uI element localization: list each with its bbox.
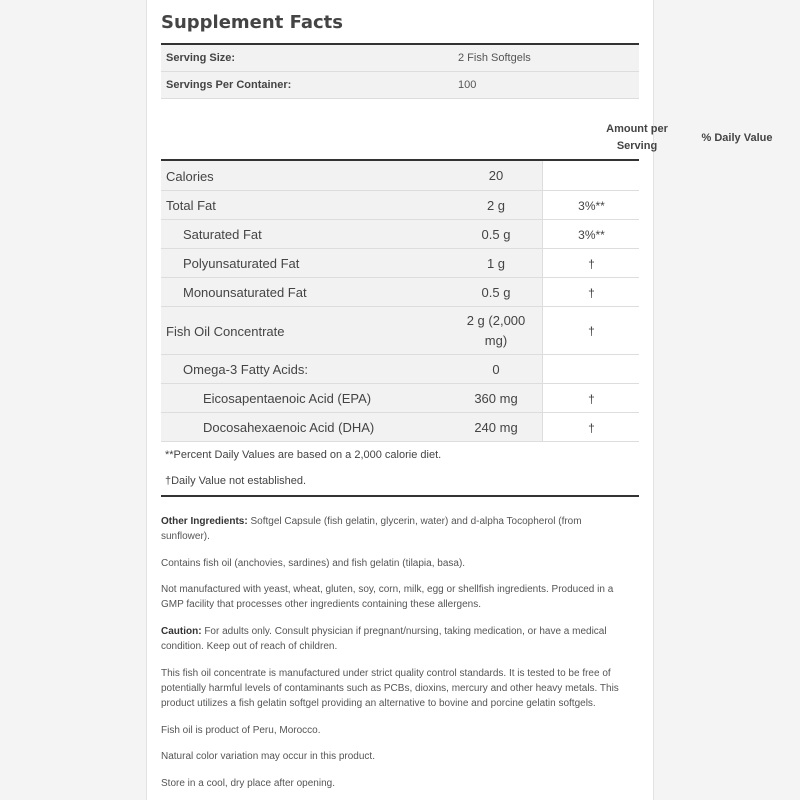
- nutrient-amount: 0: [492, 361, 500, 377]
- daily-value-header: % Daily Value: [701, 132, 773, 144]
- servings-per-container-row: [161, 72, 639, 98]
- table-row: [161, 355, 639, 384]
- quality-text-cont: product utilizes a fish gelatin softgel providing an alternative to bovine and porcine gelatin softgels.: [161, 698, 596, 709]
- table-row: [161, 220, 639, 249]
- nutrient-amount: 0.5 g: [481, 226, 511, 242]
- caution-label: Caution:: [161, 626, 202, 637]
- footnote-percent-daily: **Percent Daily Values are based on a 2,000 calorie diet.: [165, 449, 442, 461]
- nutrient-name: Eicosapentaenoic Acid (EPA): [203, 391, 372, 406]
- origin-statement: Fish oil is product of Peru, Morocco.: [161, 725, 321, 736]
- storage-statement: Store in a cool, dry place after opening.: [161, 778, 335, 789]
- serving-size-value: 2 Fish Softgels: [458, 52, 531, 64]
- supplement-facts-title: Supplement Facts: [161, 12, 343, 33]
- table-row: [161, 384, 639, 413]
- caution-statement: [161, 624, 631, 654]
- color-variation-statement: Natural color variation may occur in this product.: [161, 751, 375, 762]
- quality-text: This fish oil concentrate is manufactured under strict quality control standards. It is tested to be free of: [161, 668, 611, 679]
- quality-text-cont: potentially harmful levels of contaminants such as PCBs, dioxins, mercury and other heavy metals. This: [161, 683, 619, 694]
- allergen-text-cont: GMP facility that processes other ingredients containing these allergens.: [161, 599, 481, 610]
- servings-per-container-label: Servings Per Container:: [166, 79, 292, 91]
- nutrient-amount-line1: 2 g (2,000: [466, 313, 526, 328]
- footnote-not-established: †Daily Value not established.: [165, 475, 307, 487]
- allergen-text: Not manufactured with yeast, wheat, gluten, soy, corn, milk, egg or shellfish ingredients. Produced in a: [161, 584, 614, 595]
- nutrient-amount: [446, 307, 546, 355]
- amount-header-line2: Serving: [616, 140, 658, 152]
- divider: [161, 98, 639, 99]
- nutrient-name: Saturated Fat: [183, 227, 262, 242]
- servings-per-container-value: 100: [458, 79, 477, 91]
- table-row: [161, 307, 639, 355]
- nutrient-name: Fish Oil Concentrate: [166, 323, 285, 339]
- other-ingredients-text-cont: sunflower).: [161, 531, 210, 542]
- nutrient-amount: 360 mg: [474, 390, 518, 406]
- nutrient-amount: 1 g: [486, 255, 506, 271]
- table-row: [161, 278, 639, 307]
- nutrient-daily-value: †: [542, 384, 640, 413]
- nutrient-daily-value: 3%**: [542, 191, 640, 220]
- nutrient-amount-line2: mg): [484, 333, 508, 348]
- nutrient-daily-value: [542, 161, 640, 191]
- amount-header-line1: Amount per: [606, 123, 668, 135]
- nutrient-daily-value: †: [542, 307, 640, 355]
- caution-text: For adults only. Consult physician if pregnant/nursing, taking medication, or have a medical: [201, 626, 607, 637]
- serving-size-label: Serving Size:: [166, 52, 236, 64]
- nutrient-amount: 2 g: [486, 197, 506, 213]
- nutrient-name: Monounsaturated Fat: [183, 285, 307, 300]
- caution-text-cont: condition. Keep out of reach of children.: [161, 641, 338, 652]
- nutrient-daily-value: †: [542, 278, 640, 307]
- nutrient-amount: 20: [488, 168, 504, 183]
- serving-size-row: [161, 45, 639, 71]
- quality-statement: [161, 666, 631, 711]
- supplement-facts-panel: [146, 0, 773, 800]
- allergen-statement: [161, 582, 631, 612]
- nutrient-name: Omega-3 Fatty Acids:: [183, 362, 308, 377]
- table-row: [161, 413, 639, 442]
- nutrient-daily-value: [542, 355, 640, 384]
- nutrient-name: Docosahexaenoic Acid (DHA): [203, 420, 375, 435]
- nutrient-name: Polyunsaturated Fat: [183, 256, 300, 271]
- table-row: [161, 191, 639, 220]
- other-ingredients-text: Softgel Capsule (fish gelatin, glycerin, water) and d-alpha Tocopherol (from: [247, 516, 582, 527]
- other-ingredients: [161, 514, 631, 544]
- nutrient-name: Total Fat: [166, 198, 216, 213]
- contains-statement: Contains fish oil (anchovies, sardines) and fish gelatin (tilapia, basa).: [161, 558, 466, 569]
- amount-per-serving-header: [587, 121, 687, 155]
- nutrient-amount: 0.5 g: [481, 284, 511, 300]
- nutrient-amount: 240 mg: [474, 419, 518, 435]
- nutrient-daily-value: 3%**: [542, 220, 640, 249]
- bottom-rule: [161, 495, 639, 497]
- nutrient-daily-value: †: [542, 249, 640, 278]
- other-ingredients-label: Other Ingredients:: [161, 516, 248, 527]
- nutrient-name: Calories: [166, 168, 214, 184]
- table-row: [161, 161, 639, 191]
- table-row: [161, 249, 639, 278]
- nutrient-daily-value: †: [542, 413, 640, 442]
